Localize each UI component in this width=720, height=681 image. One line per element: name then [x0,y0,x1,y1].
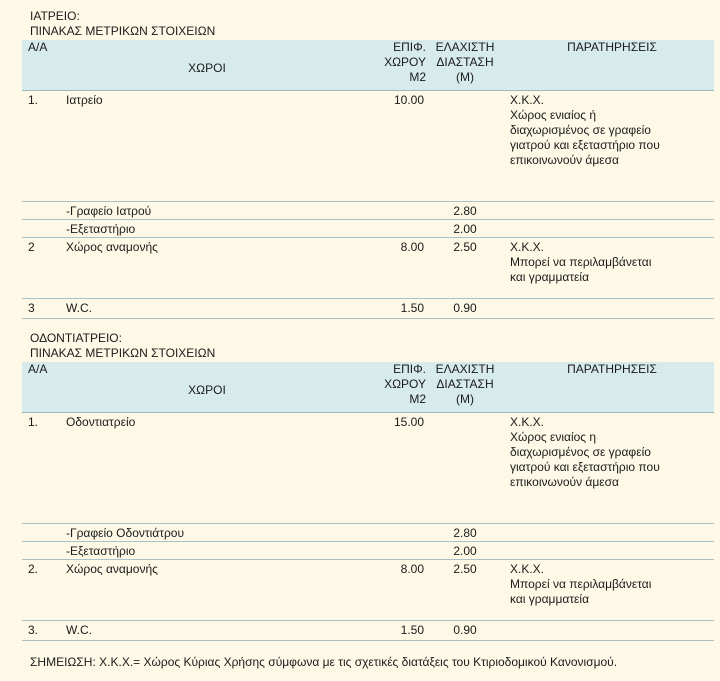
row-space: -Γραφείο Ιατρού [66,201,348,219]
table-row [22,559,714,620]
row-dim: 2.80 [428,201,502,219]
row-space: -Γραφείο Οδοντιάτρου [66,523,348,541]
header-space: ΧΩΡΟΙ [66,362,348,412]
row-dim [428,412,502,523]
row-dim: 2.50 [428,559,502,620]
table-row [22,90,714,201]
row-dim: 0.90 [428,620,502,640]
footnote: ΣΗΜΕΙΩΣΗ: Χ.Κ.Χ.= Χώρος Κύριας Χρήσης σύμφωνα με τις σχετικές διατάξεις του Κτιριοδομικού Κανονισμού. [30,655,618,669]
row-dim: 0.90 [428,298,502,318]
row-no: 3 [22,298,66,318]
header-no: Α/Α [22,362,66,412]
row-space: W.C. [66,620,348,640]
row-area [348,523,428,541]
table-row [22,523,714,541]
row-no: 3. [22,620,66,640]
header-area: ΕΠΙΦ. ΧΩΡΟΥ Μ2 [348,40,428,90]
row-no [22,219,66,237]
row-space: W.C. [66,298,348,318]
row-dim: 2.80 [428,523,502,541]
row-dim: 2.00 [428,541,502,559]
dental-title: ΟΔΟΝΤΙΑΤΡΕΙΟ: [30,331,122,345]
clinic-table [22,40,714,319]
table-row [22,412,714,523]
row-area [348,219,428,237]
row-notes [502,541,714,559]
row-no [22,523,66,541]
header-space: ΧΩΡΟΙ [66,40,348,90]
row-notes: Χ.Κ.Χ. Μπορεί να περιλαμβάνεται και γραμματεία [502,237,714,298]
row-area: 8.00 [348,237,428,298]
row-notes [502,201,714,219]
row-space: Οδοντιατρείο [66,412,348,523]
row-area: 8.00 [348,559,428,620]
row-notes [502,298,714,318]
dental-table [22,362,714,641]
table-row [22,219,714,237]
row-no: 1. [22,90,66,201]
row-notes [502,620,714,640]
row-area: 10.00 [348,90,428,201]
header-notes: ΠΑΡΑΤΗΡΗΣΕΙΣ [502,40,714,90]
row-area: 1.50 [348,298,428,318]
row-area [348,541,428,559]
table-row [22,237,714,298]
row-no [22,201,66,219]
row-space: Χώρος αναμονής [66,559,348,620]
row-dim: 2.00 [428,219,502,237]
row-space: -Εξεταστήριο [66,219,348,237]
row-no: 2 [22,237,66,298]
row-space: -Εξεταστήριο [66,541,348,559]
row-space: Ιατρείο [66,90,348,201]
header-dim: ΕΛΑΧΙΣΤΗ ΔΙΑΣΤΑΣΗ (Μ) [428,40,502,90]
table-row [22,620,714,640]
row-notes: Χ.Κ.Χ. Μπορεί να περιλαμβάνεται και γραμματεία [502,559,714,620]
row-dim: 2.50 [428,237,502,298]
table-header-row [22,362,714,412]
header-dim: ΕΛΑΧΙΣΤΗ ΔΙΑΣΤΑΣΗ (Μ) [428,362,502,412]
header-no: Α/Α [22,40,66,90]
clinic-title: ΙΑΤΡΕΙΟ: [30,9,80,23]
row-notes: Χ.Κ.Χ. Χώρος ενιαίος ή διαχωρισμένος σε γραφείο γιατρού και εξεταστήριο που επικοινωνούν άμεσα [502,90,714,201]
row-space: Χώρος αναμονής [66,237,348,298]
table-header-row [22,40,714,90]
table-row [22,541,714,559]
row-notes [502,523,714,541]
row-no: 2. [22,559,66,620]
clinic-subtitle: ΠΙΝΑΚΑΣ ΜΕΤΡΙΚΩΝ ΣΤΟΙΧΕΙΩΝ [30,24,216,38]
row-notes: Χ.Κ.Χ. Χώρος ενιαίος η διαχωρισμένος σε γραφείο γιατρού και εξεταστήριο που επικοινωνούν άμεσα [502,412,714,523]
header-notes: ΠΑΡΑΤΗΡΗΣΕΙΣ [502,362,714,412]
table-row [22,298,714,318]
dental-subtitle: ΠΙΝΑΚΑΣ ΜΕΤΡΙΚΩΝ ΣΤΟΙΧΕΙΩΝ [30,346,216,360]
row-no [22,541,66,559]
row-area: 1.50 [348,620,428,640]
table-row [22,201,714,219]
row-area: 15.00 [348,412,428,523]
row-notes [502,219,714,237]
row-dim [428,90,502,201]
row-no: 1. [22,412,66,523]
header-area: ΕΠΙΦ. ΧΩΡΟΥ Μ2 [348,362,428,412]
row-area [348,201,428,219]
